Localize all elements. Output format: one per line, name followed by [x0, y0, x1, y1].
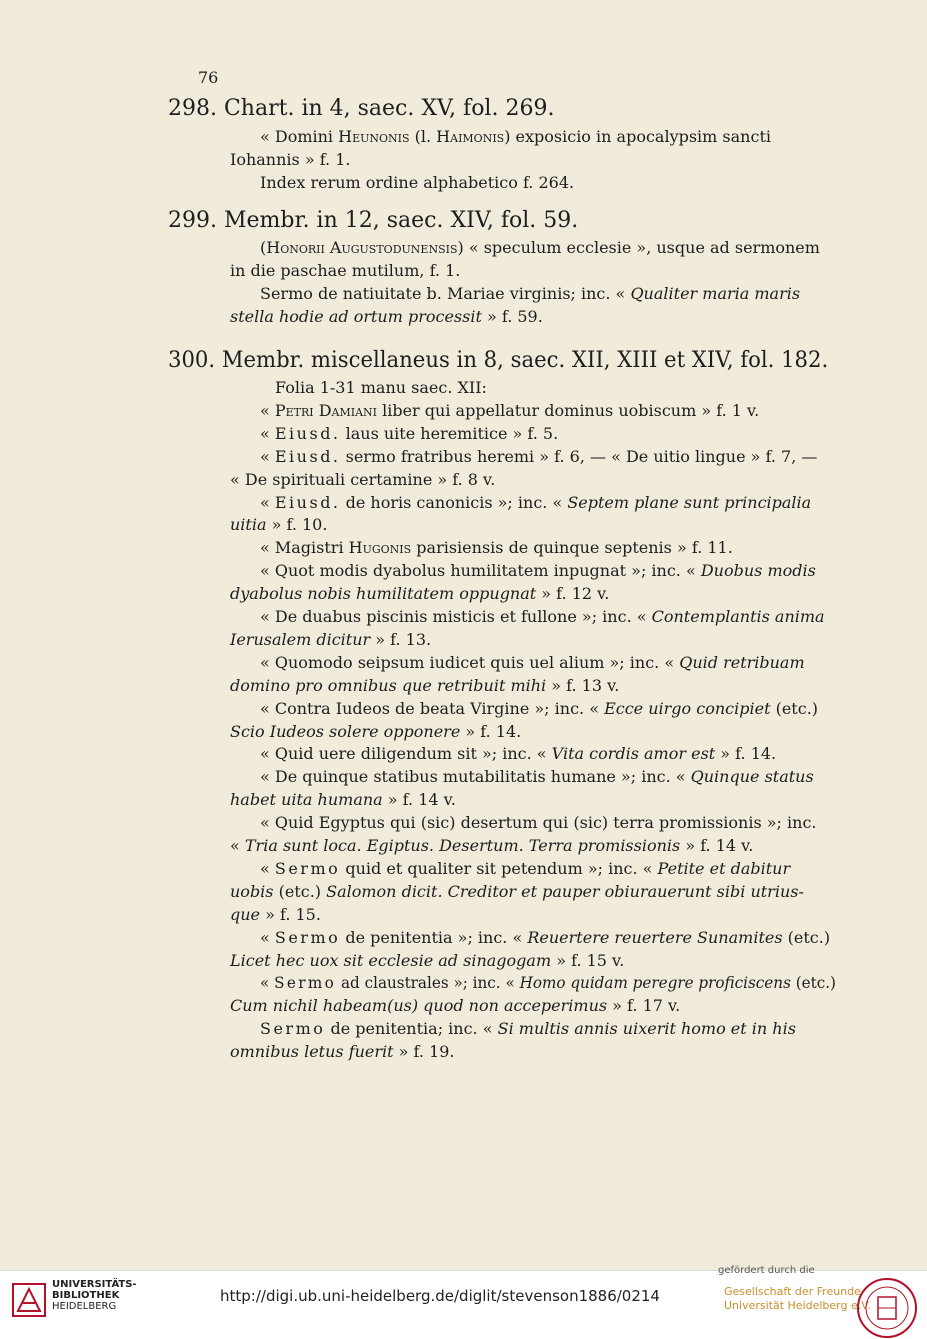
italic-text-run: Quid retribuam [679, 652, 805, 672]
spaced-text-run: Sermo [274, 973, 337, 993]
text-run: « De quinque statibus mutabilitatis humane »; inc. « [260, 767, 691, 787]
text-run: « [260, 423, 275, 443]
small-caps-name: Hugonis [348, 538, 412, 558]
funded-by-label: gefördert durch die [718, 1265, 815, 1276]
entry-line [230, 790, 456, 809]
library-logo-icon [12, 1283, 46, 1317]
text-run: » f. 14 v. [680, 836, 754, 855]
italic-text-run: Reuertere reuertere Sunamites [527, 927, 783, 947]
text-run: » f. 15 v. [551, 950, 625, 970]
entry-line [230, 261, 460, 280]
society-name-line-2: Universität Heidelberg e.V. [724, 1299, 871, 1312]
text-run: « De duabus piscinis misticis et fullone »; inc. « [260, 607, 652, 626]
italic-text-run: dyabolus nobis humilitatem oppugnat [230, 584, 537, 604]
italic-text-run: Qualiter maria maris [630, 283, 801, 303]
text-run: » f. 13 v. [546, 675, 620, 695]
library-name-line-2: BIBLIOTHEK [52, 1290, 120, 1301]
text-run: Sermo de natiuitate b. Mariae virginis; inc. « [260, 283, 631, 303]
text-run: liber qui appellatur dominus uobiscum » f. 1 v. [377, 400, 760, 420]
text-run: (etc.) [273, 881, 327, 901]
italic-text-run: que [230, 904, 261, 924]
text-run: « [260, 400, 275, 420]
entry-line [230, 515, 327, 534]
entry-line [260, 401, 759, 420]
italic-text-run: Vita cordis amor est [551, 744, 716, 764]
entry-line [260, 173, 574, 192]
text-run: (etc.) [770, 698, 819, 718]
small-caps-name: Haimonis [436, 127, 505, 146]
italic-text-run: Si multis annis uixerit homo et in his [497, 1019, 796, 1039]
entry-line [230, 630, 431, 649]
text-run: « [260, 927, 275, 947]
text-run: « Quid Egyptus qui (sic) desertum qui (sic) terra promissionis »; inc. [260, 813, 817, 833]
text-run: » f. 10. [266, 515, 328, 535]
spaced-text-run: Sermo [260, 1019, 326, 1039]
entry-heading: 298. Chart. in 4, saec. XV, fol. 269. [168, 96, 555, 121]
italic-text-run: habet uita humana [230, 790, 383, 810]
italic-text-run: Ecce uirgo concipiet [604, 698, 771, 718]
entry-line [230, 307, 543, 326]
italic-text-run: Petite et dabitur [657, 858, 791, 878]
text-run: « [260, 446, 275, 466]
entry-line [260, 447, 817, 466]
text-run: ( [260, 238, 267, 257]
text-run: « Magistri [260, 538, 349, 558]
entry-line [260, 699, 818, 718]
text-run: Iohannis » f. 1. [230, 149, 351, 169]
text-run: » f. 15. [260, 904, 321, 924]
text-run: de horis canonicis »; inc. « [340, 492, 568, 512]
entry-line [260, 238, 820, 257]
italic-text-run: Quinque status [690, 767, 814, 787]
spaced-text-run: Sermo [274, 858, 341, 878]
entry-line [230, 676, 619, 695]
entry-line [260, 424, 558, 443]
text-run: » f. 12 v. [536, 584, 610, 604]
entry-line [260, 1019, 796, 1038]
entry-heading: 299. Membr. in 12, saec. XIV, fol. 59. [168, 208, 579, 233]
entry-line [230, 996, 680, 1015]
permalink-url[interactable]: http://digi.ub.uni-heidelberg.de/diglit/stevenson1886/0214 [220, 1287, 660, 1305]
italic-text-run: Contemplantis anima [651, 607, 825, 626]
text-run: in die paschae mutilum, f. 1. [230, 260, 461, 280]
text-run: « Quid uere diligendum sit »; inc. « [260, 744, 552, 764]
entry-line [230, 722, 521, 741]
italic-text-run: Tria sunt loca. Egiptus. Desertum. Terra promissionis [244, 836, 681, 855]
text-run: » f. 14. [460, 721, 522, 741]
italic-text-run: Ierusalem dicitur [230, 629, 371, 649]
small-caps-name: Petri Damiani [274, 400, 378, 420]
entry-line [260, 928, 830, 947]
text-run: « De spirituali certamine » f. 8 v. [230, 469, 496, 489]
text-run: » f. 19. [393, 1042, 455, 1062]
text-run: parisiensis de quinque septenis » f. 11. [411, 538, 733, 558]
entry-line [260, 973, 836, 992]
italic-text-run: Cum nichil habeam(us) quod non acceperimus [230, 996, 608, 1016]
spaced-text-run: Eiusd. [274, 492, 341, 512]
text-run: sermo fratribus heremi » f. 6, — « De uitio lingue » f. 7, — [340, 446, 818, 466]
text-run: « Quot modis dyabolus humilitatem inpugnat »; inc. « [260, 561, 701, 581]
text-run: Folia 1-31 manu saec. XII: [275, 378, 487, 397]
library-name-line-1: UNIVERSITÄTS- [52, 1279, 137, 1290]
text-run: « [260, 858, 275, 878]
entry-line [260, 284, 800, 303]
society-name-line-1: Gesellschaft der Freunde [724, 1285, 861, 1298]
viewer-footer [0, 1265, 927, 1329]
text-run: (l. [409, 127, 437, 146]
italic-text-run: omnibus letus fuerit [230, 1042, 394, 1062]
text-run: » f. 14 v. [382, 790, 456, 810]
text-run: ad claustrales »; inc. « [336, 973, 520, 993]
entry-heading: 300. Membr. miscellaneus in 8, saec. XII, XIII et XIV, fol. 182. [168, 348, 829, 373]
entry-line [260, 493, 811, 512]
text-run: « [260, 492, 275, 512]
entry-line [230, 951, 624, 970]
italic-text-run: Duobus modis [700, 561, 816, 581]
text-run: « Domini [260, 127, 339, 146]
entry-line [230, 1042, 455, 1061]
text-run: » f. 13. [370, 629, 432, 649]
university-seal-icon [856, 1277, 918, 1339]
text-run: quid et qualiter sit petendum »; inc. « [340, 858, 658, 878]
italic-text-run: Salomon dicit. Creditor et pauper obiurauerunt sibi utrius- [326, 881, 804, 901]
entry-line [230, 836, 753, 855]
entry-line [260, 813, 816, 832]
italic-text-run: domino pro omnibus que retribuit mihi [230, 675, 547, 695]
text-run: » f. 14. [715, 744, 777, 764]
text-run: de penitentia »; inc. « [340, 927, 528, 947]
italic-text-run: uitia [230, 515, 267, 535]
text-run: « Contra Iudeos de beata Virgine »; inc. « [260, 698, 605, 718]
spaced-text-run: Eiusd. [274, 446, 341, 466]
entry-line [230, 882, 804, 901]
text-run: ) « speculum ecclesie », usque ad sermonem [457, 238, 820, 257]
text-run: « [260, 973, 275, 993]
text-run: laus uite heremitice » f. 5. [340, 423, 559, 443]
text-run: » f. 17 v. [607, 996, 681, 1016]
text-run: « [230, 836, 245, 855]
italic-text-run: Scio Iudeos solere opponere [230, 721, 461, 741]
text-run: ) exposicio in apocalypsim sancti [504, 127, 771, 146]
entry-line [260, 859, 790, 878]
entry-line [260, 653, 805, 672]
entry-line [260, 607, 825, 626]
entry-line [230, 584, 609, 603]
entry-line [260, 744, 776, 763]
text-run: de penitentia; inc. « [325, 1019, 498, 1039]
italic-text-run: uobis [230, 881, 274, 901]
page-number: 76 [198, 68, 219, 87]
italic-text-run: stella hodie ad ortum processit [230, 306, 482, 326]
entry-line [260, 538, 733, 557]
text-run: « Quomodo seipsum iudicet quis uel alium »; inc. « [260, 652, 680, 672]
entry-line [260, 561, 816, 580]
entry-line [260, 127, 771, 146]
spaced-text-run: Eiusd. [274, 423, 341, 443]
italic-text-run: Septem plane sunt principalia [567, 492, 812, 512]
entry-line [230, 150, 350, 169]
small-caps-name: Honorii Augustodunensis [266, 238, 458, 257]
text-run: (etc.) [782, 927, 831, 947]
text-run: Index rerum ordine alphabetico f. 264. [260, 172, 575, 192]
spaced-text-run: Sermo [274, 927, 341, 947]
italic-text-run: Homo quidam peregre proficiscens [519, 973, 791, 993]
library-name-line-3: HEIDELBERG [52, 1301, 117, 1312]
entry-line [230, 470, 495, 489]
italic-text-run: Licet hec uox sit ecclesie ad sinagogam [230, 950, 552, 970]
entry-line [260, 767, 814, 786]
entry-line [275, 378, 487, 397]
text-run: » f. 59. [481, 306, 543, 326]
text-run: (etc.) [790, 973, 836, 993]
small-caps-name: Heunonis [338, 127, 410, 146]
entry-line [230, 905, 321, 924]
